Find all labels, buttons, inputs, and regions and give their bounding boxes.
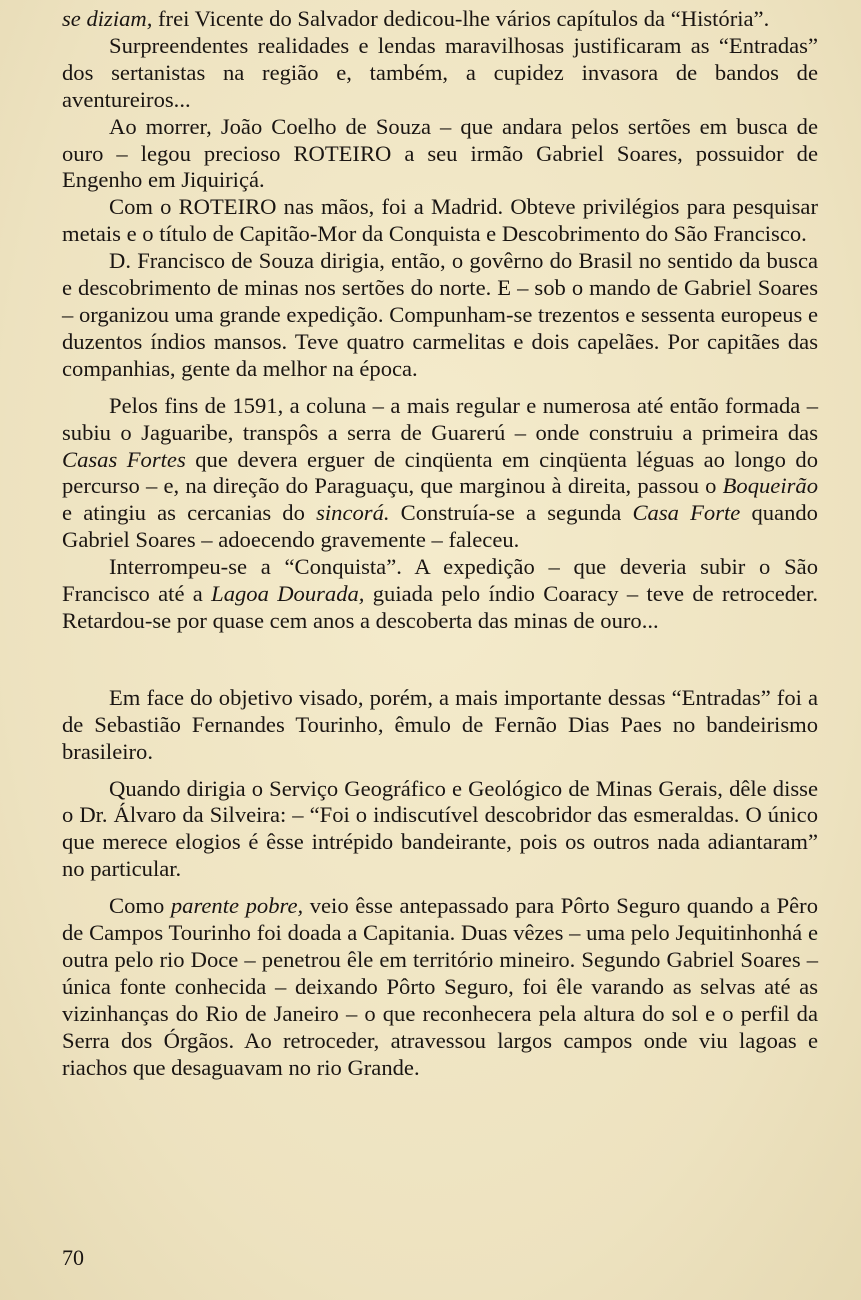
italic-text: parente pobre,	[170, 893, 304, 919]
paragraph	[62, 893, 818, 1081]
text-run: guiada pelo índio Coaracy – teve de retroceder. Retardou-se por quase cem anos a descoberta das minas de ouro...	[62, 581, 818, 633]
text-run: Surpreendentes realidades e lendas maravilhosas justificaram as “Entradas” dos sertanistas na região e, também, a cupidez invasora de bandos de aventureiros...	[62, 32, 818, 112]
text-run: Ao morrer, João Coelho de Souza – que andara pelos sertões em busca de ouro – legou precioso ROTEIRO a seu irmão Gabriel Soares, possuidor de Engenho em Jiquiriçá.	[62, 113, 818, 193]
text-run: Com o ROTEIRO nas mãos, foi a Madrid. Obteve privilégios para pesquisar metais e o título de Capitão-Mor da Conquista e Descobrimento do São Francisco.	[62, 194, 818, 247]
paragraph	[62, 6, 818, 33]
page-body-text	[62, 6, 818, 1082]
text-run: Pelos fins de 1591, a coluna – a mais regular e numerosa até então formada – subiu o Jaguaribe, transpôs a serra de Guarerú – onde construiu a primeira das	[62, 392, 818, 445]
text-run: Em face do objetivo visado, porém, a mais importante dessas “Entradas” foi a de Sebastião Fernandes Tourinho, êmulo de Fernão Dias Paes no bandeirismo brasileiro.	[62, 684, 818, 764]
paragraph	[62, 776, 818, 884]
paragraph	[62, 194, 818, 248]
italic-text: Casa Forte	[632, 500, 741, 526]
text-run: que devera erguer de cinqüenta em cinqüenta léguas ao longo do percurso – e, na direção do Paraguaçu, que marginou à direita, passou o	[62, 446, 818, 499]
italic-text: Lagoa Dourada,	[211, 581, 365, 607]
paragraph	[62, 248, 818, 383]
paragraph	[62, 393, 818, 554]
text-run: frei Vicente do Salvador dedicou-lhe vários capítulos da “História”.	[152, 6, 770, 31]
italic-text: Casas Fortes	[62, 446, 186, 472]
text-run: Construía-se a segunda	[389, 500, 633, 526]
text-run: Quando dirigia o Serviço Geográfico e Geológico de Minas Gerais, dêle disse o Dr. Álvaro da Silveira: – “Foi o indiscutível descobridor das esmeraldas. O único que merece elogios é êsse intrépido bandeirante, pois os outros nada adiantaram” no particular.	[62, 775, 818, 882]
paragraph	[62, 554, 818, 635]
text-run: Como	[109, 893, 171, 919]
italic-text: Boqueirão	[722, 473, 818, 499]
text-run: D. Francisco de Souza dirigia, então, o govêrno do Brasil no sentido da busca e descobrimento de minas nos sertões do norte. E – sob o mando de Gabriel Soares – organizou uma grande expedição. Compunham-se trezentos e sessenta europeus e duzentos índios mansos. Teve quatro carmelitas e dois capelães. Por capitães das companhias, gente da melhor na época.	[62, 248, 818, 381]
page-number: 70	[62, 1245, 84, 1270]
italic-text: sincorá.	[316, 500, 390, 526]
text-run: quando Gabriel Soares – adoecendo gravemente – faleceu.	[62, 500, 818, 553]
text-run: veio êsse antepassado para Pôrto Seguro quando a Pêro de Campos Tourinho foi doada a Capitania. Duas vêzes – uma pelo Jequitinhonhá e outra pelo rio Doce – penetrou êle em território mineiro. Segundo Gabriel Soares – única fonte conhecida – deixando Pôrto Seguro, foi êle varando as selvas até as vizinhanças do Rio de Janeiro – o que reconhecera pela altura do sol e o perfil da Serra dos Órgãos. Ao retroceder, atravessou largos campos onde viu lagoas e riachos que desaguavam no rio Grande.	[62, 893, 818, 1080]
italic-text: se diziam,	[62, 6, 153, 31]
text-run: Interrompeu-se a “Conquista”. A expedição – que deveria subir o São Francisco até a	[62, 554, 818, 607]
paragraph	[62, 33, 818, 114]
text-run: e atingiu as cercanias do	[62, 500, 317, 526]
paragraph	[62, 685, 818, 766]
paragraph	[62, 114, 818, 195]
